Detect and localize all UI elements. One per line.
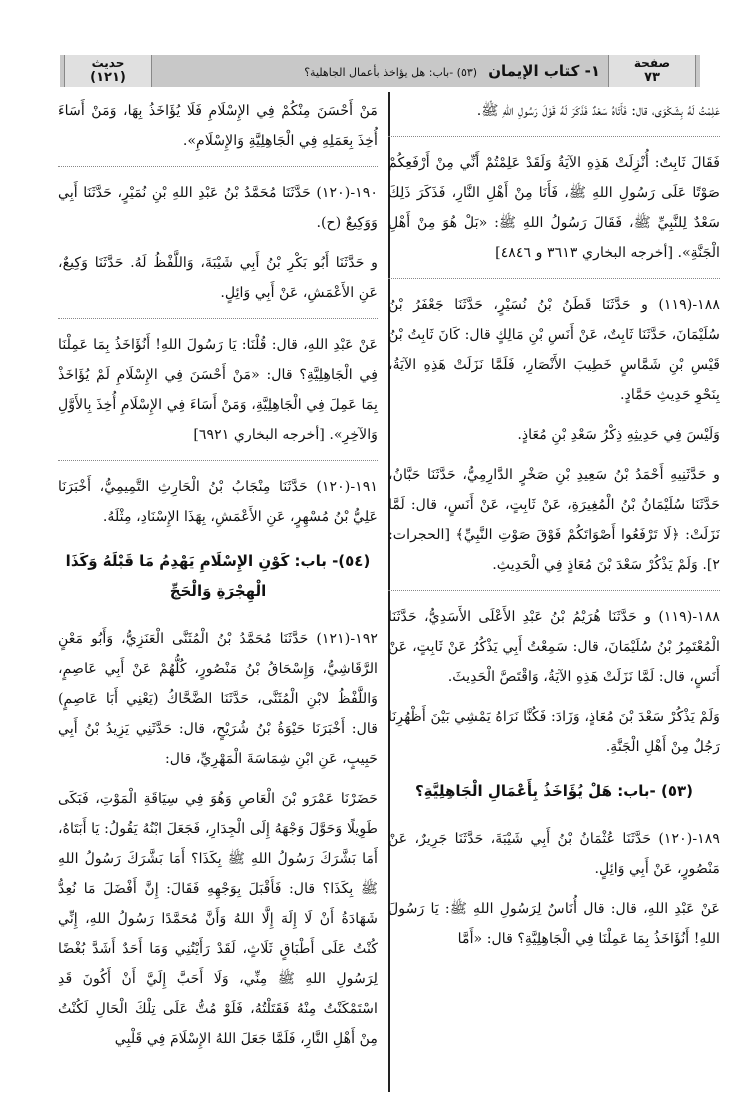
hadith-188: ١٨٨-(١١٩) و حَدَّثَنَا قَطَنُ بْنُ نُسَيْرٍ، حَدَّثَنَا جَعْفَرُ بْنُ سُلَيْمَانَ، حَدَّثَنَا ثَابِتٌ، عَنْ أَنَسِ بْنِ مَالِكٍ قال: كَانَ ثَابِتُ بْنُ قَيْسِ بْنِ شَمَّاسٍ خَطِيبَ الأَنْصَارِ، فَلَمَّا نَزَلَتْ هَذِهِ الآيَةُ، بِنَحْوِ حَدِيثِ حَمَّادٍ.	[388, 297, 720, 403]
paragraph: وَلَمْ يَذْكُرْ سَعْدَ بْنَ مُعَاذٍ، وَزَادَ: فَكُنَّا نَرَاهُ يَمْشِي بَيْنَ أَظْهُرِنَا رَجُلٌ مِنْ أَهْلِ الْجَنَّةِ.	[388, 709, 720, 755]
separator	[58, 318, 378, 320]
paragraph: مَنْ أَحْسَنَ مِنْكُمْ فِي الإِسْلَامِ فَلَا يُؤَاخَذُ بِهَا، وَمَنْ أَسَاءَ أُخِذَ بِعَمَلِهِ فِي الْجَاهِلِيَّةِ وَالإِسْلَامِ».	[58, 103, 378, 149]
paragraph: عَنْ عَبْدِ اللهِ، قال: قُلْنَا: يَا رَسُولَ اللهِ! أَنُؤَاخَذُ بِمَا عَمِلْنَا فِي الْجَاهِلِيَّةِ؟ قال: «مَنْ أَحْسَنَ فِي الإِسْلَامِ لَمْ يُؤَاخَذْ بِمَا عَمِلَ فِي الْجَاهِلِيَّةِ، وَمَنْ أَسَاءَ فِي الإِسْلَامِ أُخِذَ بِالأَوَّلِ وَالآخِرِ». [أخرجه البخاري ٦٩٢١]	[58, 337, 378, 443]
running-title	[160, 61, 600, 80]
hadith-188-b: ١٨٨-(١١٩) و حَدَّثَنَا هُرَيْمُ بْنُ عَبْدِ الأَعْلَى الأَسَدِيُّ، حَدَّثَنَا الْمُعْتَمِرُ بْنُ سُلَيْمَانَ، قال: سَمِعْتُ أَبِي يَذْكُرُ عَنْ ثَابِتٍ، عَنْ أَنَسٍ، قال: لَمَّا نَزَلَتْ هَذِهِ الآيَةُ، وَاقْتَصَّ الْحَدِيثَ.	[388, 609, 720, 685]
separator	[388, 590, 720, 592]
hadith-190: ١٩٠-(١٢٠) حَدَّثَنَا مُحَمَّدُ بْنُ عَبْدِ اللهِ بْنِ نُمَيْرٍ، حَدَّثَنَا أَبِي وَوَكِيعٌ (ح).	[58, 185, 378, 231]
paragraph: وَلَيْسَ فِي حَدِيثِهِ ذِكْرُ سَعْدِ بْنِ مُعَاذٍ.	[517, 427, 720, 443]
separator	[58, 460, 378, 462]
paragraph: و حَدَّثَنَا أَبُو بَكْرِ بْنُ أَبِي شَيْبَةَ، وَاللَّفْظُ لَهُ. حَدَّثَنَا وَكِيعٌ، عَنِ الأَعْمَشِ، عَنْ أَبِي وَائِلٍ.	[58, 255, 378, 301]
paragraph: فَقَالَ ثَابِتٌ: أُنْزِلَتْ هَذِهِ الآيَةُ وَلَقَدْ عَلِمْتُمْ أَنِّي مِنْ أَرْفَعِكُمْ صَوْتًا عَلَى رَسُولِ اللهِ ﷺ، فَأَنَا مِنْ أَهْلِ النَّارِ، فَذَكَرَ ذَلِكَ سَعْدٌ لِلنَّبِيِّ ﷺ، فَقَالَ رَسُولُ اللهِ ﷺ: «بَلْ هُوَ مِنْ أَهْلِ الْجَنَّةِ». [أخرجه البخاري ٣٦١٣ و ٤٨٤٦]	[388, 155, 720, 261]
chapter-heading-54: (٥٤)- باب: كَوْنِ الإِسْلَامِ يَهْدِمُ مَا قَبْلَهُ وَكَذَا الْهِجْرَةِ وَالْحَجِّ	[65, 552, 371, 600]
hadith-number: (١٢١)	[90, 70, 126, 85]
chapter-heading-53: (٥٣) -باب: هَلْ يُؤَاخَذُ بِأَعْمَالِ الْجَاهِلِيَّةِ؟	[414, 782, 694, 800]
paragraph: عَلِمْتُ لَهُ بِشَكْوَى، قال: فَأَتَاهُ سَعْدٌ فَذَكَرَ لَهُ قَوْلَ رَسُولِ اللهِ ﷺ.	[476, 103, 720, 119]
hadith-189: ١٨٩-(١٢٠) حَدَّثَنَا عُثْمَانُ بْنُ أَبِي شَيْبَةَ، حَدَّثَنَا جَرِيرٌ، عَنْ مَنْصُورٍ، عَنْ أَبِي وَائِلٍ.	[388, 831, 720, 877]
right-column	[388, 96, 720, 958]
book-title: ١- كتاب الإيمان	[488, 62, 600, 80]
hadith-label: حديث	[91, 56, 125, 70]
page-number: ٧٣	[644, 70, 660, 85]
page-label: صفحة	[633, 56, 671, 70]
chapter-reference: (٥٣) -باب: هل يؤاخذ بأعمال الجاهلية؟	[304, 66, 478, 79]
hadith-number-box	[64, 55, 152, 87]
page-number-box	[608, 55, 696, 87]
paragraph: عَنْ عَبْدِ اللهِ، قال: قال أُنَاسٌ لِرَسُولِ اللهِ ﷺ: يَا رَسُولَ اللهِ! أَنُؤَاخَذُ بِمَا عَمِلْنَا فِي الْجَاهِلِيَّةِ؟ قال: «أَمَّا	[388, 901, 720, 947]
hadith-191: ١٩١-(١٢٠) حَدَّثَنَا مِنْجَابُ بْنُ الْحَارِثِ التَّمِيمِيُّ، أَخْبَرَنَا عَلِيُّ بْنُ مُسْهِرٍ، عَنِ الأَعْمَشِ، بِهَذَا الإِسْنَادِ، مِثْلَهُ.	[58, 479, 378, 525]
paragraph: حَضَرْنَا عَمْرَو بْنَ الْعَاصِ وَهُوَ فِي سِيَاقَةِ الْمَوْتِ، فَبَكَى طَوِيلًا وَحَوَّلَ وَجْهَهُ إِلَى الْجِدَارِ، فَجَعَلَ ابْنُهُ يَقُولُ: يَا أَبَتَاهُ، أَمَا بَشَّرَكَ رَسُولُ اللهِ ﷺ بِكَذَا؟ أَمَا بَشَّرَكَ رَسُولُ اللهِ ﷺ بِكَذَا؟ قال: فَأَقْبَلَ بِوَجْهِهِ فَقَالَ: إِنَّ أَفْضَلَ مَا نُعِدُّ شَهَادَةُ أَنْ لَا إِلَهَ إِلَّا اللهُ وَأَنَّ مُحَمَّدًا رَسُولُ اللهِ، إِنِّي كُنْتُ عَلَى أَطْبَاقٍ ثَلَاثٍ، لَقَدْ رَأَيْتُنِي وَمَا أَحَدٌ أَشَدَّ بُغْضًا لِرَسُولِ اللهِ ﷺ مِنِّي، وَلَا أَحَبَّ إِلَيَّ أَنْ أَكُونَ قَدِ اسْتَمْكَنْتُ مِنْهُ فَقَتَلْتُهُ، فَلَوْ مُتُّ عَلَى تِلْكَ الْحَالِ لَكُنْتُ مِنْ أَهْلِ النَّارِ، فَلَمَّا جَعَلَ اللهُ الإِسْلَامَ فِي قَلْبِي	[58, 791, 378, 1047]
left-column	[58, 96, 378, 1058]
hadith-192: ١٩٢-(١٢١) حَدَّثَنَا مُحَمَّدُ بْنُ الْمُثَنَّى الْعَنَزِيُّ، وَأَبُو مَعْنٍ الرَّقَاشِيُّ، وَإِسْحَاقُ بْنُ مَنْصُورٍ، كُلُّهُمْ عَنْ أَبِي عَاصِمٍ، وَاللَّفْظُ لابْنِ الْمُثَنَّى، حَدَّثَنَا الضَّحَّاكُ (يَعْنِي أَبَا عَاصِمٍ) قال: أَخْبَرَنَا حَيْوَةُ بْنُ شُرَيْحٍ، قال: حَدَّثَنِي يَزِيدُ بْنُ أَبِي حَبِيبٍ، عَنِ ابْنِ شِمَاسَةَ الْمَهْرِيِّ، قال:	[58, 631, 378, 767]
separator	[388, 278, 720, 280]
paragraph: و حَدَّثَنِيهِ أَحْمَدُ بْنُ سَعِيدِ بْنِ صَخْرٍ الدَّارِمِيُّ، حَدَّثَنَا حَبَّانُ، حَدَّثَنَا سُلَيْمَانُ بْنُ الْمُغِيرَةِ، عَنْ ثَابِتٍ، عَنْ أَنَسٍ، قال: لَمَّا نَزَلَتْ: ﴿لَا تَرْفَعُوا أَصْوَاتَكُمْ فَوْقَ صَوْتِ النَّبِيِّ﴾ [الحجرات: ٢]. وَلَمْ يَذْكُرْ سَعْدَ بْنَ مُعَاذٍ فِي الْحَدِيثِ.	[388, 467, 720, 573]
page-header	[60, 55, 700, 87]
separator	[388, 136, 720, 138]
separator	[58, 166, 378, 168]
